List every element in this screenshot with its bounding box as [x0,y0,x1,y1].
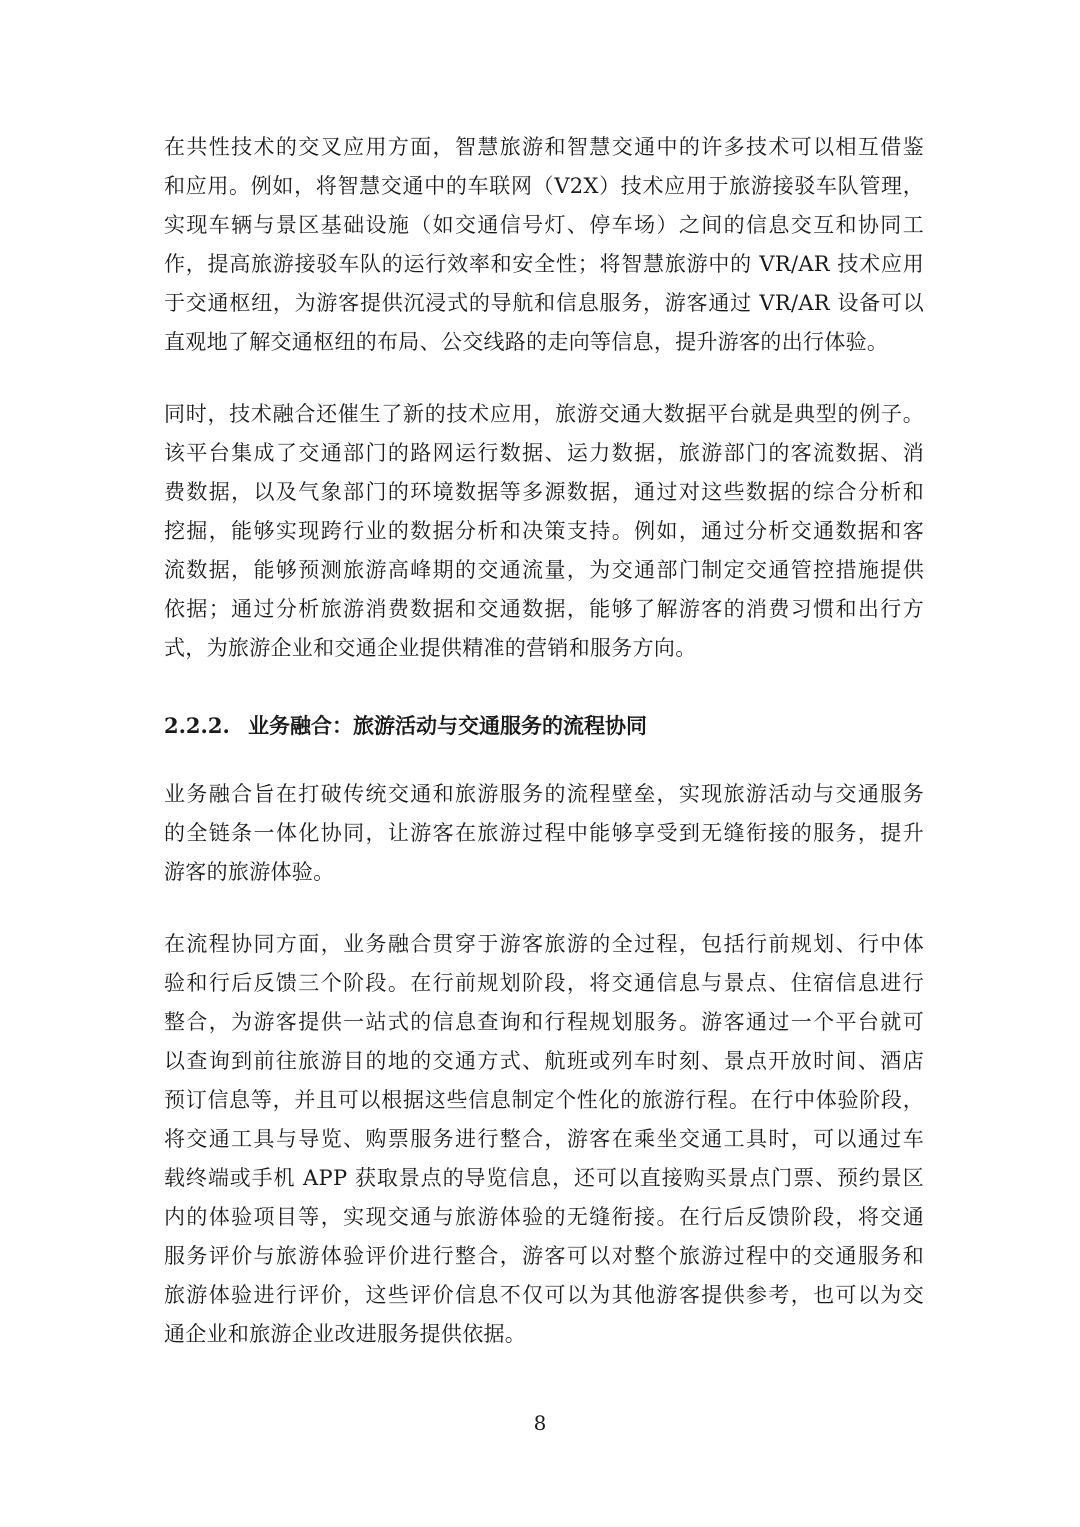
text-line: 的全链条一体化协同，让游客在旅游过程中能够享受到无缝衔接的服务，提升 [164,821,924,845]
text-line: 将交通工具与导览、购票服务进行整合，游客在乘坐交通工具时，可以通过车 [164,1127,924,1151]
text-line: 流数据，能够预测旅游高峰期的交通流量，为交通部门制定交通管控措施提供 [164,558,924,582]
text-line: 于交通枢纽，为游客提供沉浸式的导航和信息服务，游客通过 VR/AR 设备可以 [164,291,924,315]
section-title: 业务融合：旅游活动与交通服务的流程协同 [248,713,647,738]
section-heading [164,706,647,745]
page-number: 8 [533,1411,547,1435]
text-line: 费数据，以及气象部门的环境数据等多源数据，通过对这些数据的综合分析和 [164,480,924,504]
paragraph-process-coordination [164,925,924,1354]
text-line: 验和行后反馈三个阶段。在行前规划阶段，将交通信息与景点、住宿信息进行 [164,971,924,995]
text-line: 作，提高旅游接驳车队的运行效率和安全性；将智慧旅游中的 VR/AR 技术应用 [164,252,924,276]
text-line: 预订信息等，并且可以根据这些信息制定个性化的旅游行程。在行中体验阶段， [164,1088,924,1112]
section-number: 2.2.2. [164,713,230,738]
paragraph-business-integration [164,775,924,892]
text-line: 旅游体验进行评价，这些评价信息不仅可以为其他游客提供参考，也可以为交 [164,1283,924,1307]
text-line: 通企业和旅游企业改进服务提供依据。 [164,1322,527,1346]
text-line: 游客的旅游体验。 [164,860,335,884]
text-line: 在共性技术的交叉应用方面，智慧旅游和智慧交通中的许多技术可以相互借鉴 [164,135,924,159]
text-line: 直观地了解交通枢纽的布局、公交线路的走向等信息，提升游客的出行体验。 [164,330,889,354]
text-line: 在流程协同方面，业务融合贯穿于游客旅游的全过程，包括行前规划、行中体 [164,932,924,956]
paragraph-tech-cross-application [164,128,924,362]
text-line: 内的体验项目等，实现交通与旅游体验的无缝衔接。在行后反馈阶段，将交通 [164,1205,924,1229]
text-line: 该平台集成了交通部门的路网运行数据、运力数据，旅游部门的客流数据、消 [164,441,924,465]
text-line: 业务融合旨在打破传统交通和旅游服务的流程壁垒，实现旅游活动与交通服务 [164,782,924,806]
text-line: 和应用。例如，将智慧交通中的车联网（V2X）技术应用于旅游接驳车队管理， [164,174,924,198]
text-line: 同时，技术融合还催生了新的技术应用，旅游交通大数据平台就是典型的例子。 [164,402,924,426]
text-line: 整合，为游客提供一站式的信息查询和行程规划服务。游客通过一个平台就可 [164,1010,924,1034]
text-line: 实现车辆与景区基础设施（如交通信号灯、停车场）之间的信息交互和协同工 [164,213,924,237]
text-line: 服务评价与旅游体验评价进行整合，游客可以对整个旅游过程中的交通服务和 [164,1244,924,1268]
text-line: 依据；通过分析旅游消费数据和交通数据，能够了解游客的消费习惯和出行方 [164,597,924,621]
text-line: 以查询到前往旅游目的地的交通方式、航班或列车时刻、景点开放时间、酒店 [164,1049,924,1073]
text-line: 载终端或手机 APP 获取景点的导览信息，还可以直接购买景点门票、预约景区 [164,1166,924,1190]
text-line: 挖掘，能够实现跨行业的数据分析和决策支持。例如，通过分析交通数据和客 [164,519,924,543]
text-line: 式，为旅游企业和交通企业提供精准的营销和服务方向。 [164,636,697,660]
paragraph-big-data-platform [164,395,924,668]
